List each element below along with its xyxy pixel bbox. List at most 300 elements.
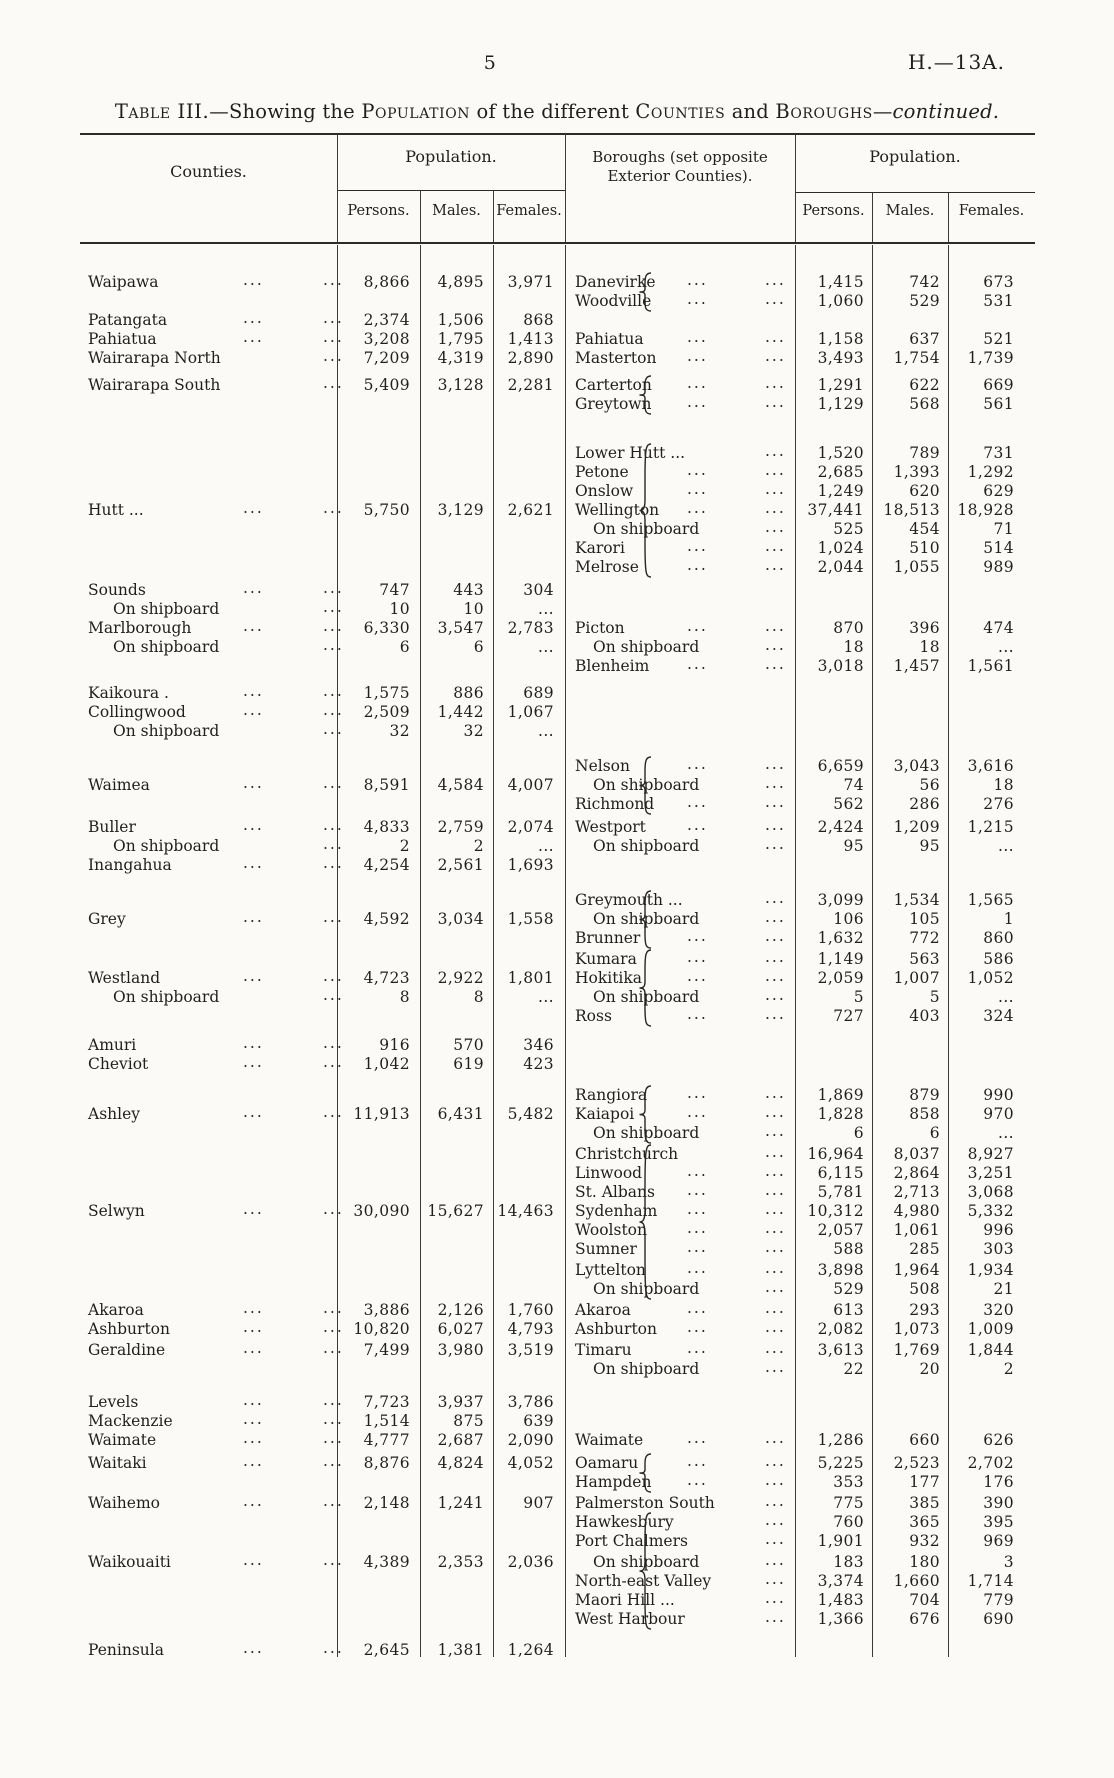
borough-name: Richmond (575, 795, 655, 813)
table-row (82, 1494, 1037, 1513)
leader-dots: ... (687, 1103, 708, 1121)
leader-dots: ... (323, 374, 344, 392)
borough-name: On shipboard (593, 910, 700, 928)
borough-name: Palmerston South (575, 1494, 715, 1512)
table-row (82, 292, 1037, 311)
borough-males: 508 (909, 1280, 940, 1298)
borough-males: 1,457 (893, 657, 940, 675)
county-name: Hutt ... (88, 501, 144, 519)
leader-dots: ... (243, 271, 264, 289)
county-persons: 2 (399, 837, 410, 855)
borough-males: 510 (909, 539, 940, 557)
borough-females: 731 (983, 444, 1014, 462)
leader-dots: ... (765, 908, 786, 926)
borough-females: 1,009 (967, 1320, 1014, 1338)
leader-dots: ... (323, 1200, 344, 1218)
leader-dots: ... (323, 854, 344, 872)
borough-females: 2,702 (967, 1454, 1014, 1472)
county-males: 2,126 (437, 1301, 484, 1319)
table-row (82, 619, 1037, 638)
county-persons: 30,090 (353, 1202, 410, 1220)
borough-females: 395 (983, 1513, 1014, 1531)
leader-dots: ... (765, 636, 786, 654)
borough-males: 285 (909, 1240, 940, 1258)
leader-dots: ... (687, 1005, 708, 1023)
county-persons: 2,645 (363, 1641, 410, 1659)
leader-dots: ... (765, 986, 786, 1004)
county-females: 3,786 (507, 1393, 554, 1411)
table-row (82, 273, 1037, 292)
county-females: 639 (523, 1412, 554, 1430)
county-females: 1,264 (507, 1641, 554, 1659)
county-persons: 747 (379, 581, 410, 599)
county-name: On shipboard (113, 988, 220, 1006)
leader-dots: ... (765, 1005, 786, 1023)
county-name: Akaroa (88, 1301, 144, 1319)
county-persons: 4,777 (363, 1431, 410, 1449)
borough-persons: 3,099 (817, 891, 864, 909)
leader-dots: ... (323, 579, 344, 597)
borough-females: 629 (983, 482, 1014, 500)
leader-dots: ... (765, 461, 786, 479)
table-row (82, 501, 1037, 520)
borough-males: 2,864 (893, 1164, 940, 1182)
borough-persons: 6 (853, 1124, 864, 1142)
county-females: ... (538, 600, 554, 618)
table-row (82, 988, 1037, 1007)
county-persons: 3,208 (363, 330, 410, 348)
borough-name: Wellington (575, 501, 660, 519)
county-persons: 4,254 (363, 856, 410, 874)
leader-dots: ... (323, 271, 344, 289)
table-row (82, 1532, 1037, 1551)
leader-dots: ... (765, 1358, 786, 1376)
borough-persons: 353 (833, 1473, 864, 1491)
borough-persons: 2,082 (817, 1320, 864, 1338)
borough-persons: 18 (843, 638, 864, 656)
group-brace (638, 756, 654, 815)
borough-males: 1,061 (893, 1221, 940, 1239)
borough-males: 676 (909, 1610, 940, 1628)
leader-dots: ... (765, 1471, 786, 1489)
borough-persons: 1,060 (817, 292, 864, 310)
column-header-population-right: Population. (869, 147, 961, 166)
borough-males: 1,007 (893, 969, 940, 987)
leader-dots: ... (687, 1238, 708, 1256)
borough-males: 56 (919, 776, 940, 794)
table-row (82, 330, 1037, 349)
borough-males: 1,534 (893, 891, 940, 909)
leader-dots: ... (323, 1639, 344, 1657)
leader-dots: ... (687, 1181, 708, 1199)
county-males: 3,937 (437, 1393, 484, 1411)
county-name: Waitaki (88, 1454, 147, 1472)
borough-males: 1,073 (893, 1320, 940, 1338)
leader-dots: ... (243, 1639, 264, 1657)
county-name: Ashley (88, 1105, 141, 1123)
borough-name: Petone (575, 463, 629, 481)
county-males: 32 (463, 722, 484, 740)
leader-dots: ... (765, 889, 786, 907)
column-header-males-right: Males. (885, 203, 935, 219)
borough-females: 3 (1003, 1553, 1014, 1571)
borough-females: 969 (983, 1532, 1014, 1550)
table-row (82, 1221, 1037, 1240)
table-row (82, 1641, 1037, 1660)
borough-males: 1,660 (893, 1572, 940, 1590)
county-name: Buller (88, 818, 136, 836)
leader-dots: ... (323, 1452, 344, 1470)
leader-dots: ... (323, 1429, 344, 1447)
table-row (82, 1105, 1037, 1124)
table-row (82, 776, 1037, 795)
county-name: Geraldine (88, 1341, 166, 1359)
borough-persons: 3,493 (817, 349, 864, 367)
borough-persons: 529 (833, 1280, 864, 1298)
borough-name: Ashburton (575, 1320, 657, 1338)
table-row (82, 395, 1037, 414)
borough-persons: 95 (843, 837, 864, 855)
borough-name: Woolston (575, 1221, 647, 1239)
county-persons: 5,750 (363, 501, 410, 519)
borough-persons: 760 (833, 1513, 864, 1531)
leader-dots: ... (765, 793, 786, 811)
table-row (82, 757, 1037, 776)
leader-dots: ... (765, 1318, 786, 1336)
leader-dots: ... (687, 1429, 708, 1447)
leader-dots: ... (243, 701, 264, 719)
county-persons: 2,509 (363, 703, 410, 721)
borough-persons: 2,424 (817, 818, 864, 836)
leader-dots: ... (687, 393, 708, 411)
table-row (82, 520, 1037, 539)
leader-dots: ... (687, 617, 708, 635)
county-males: 2,561 (437, 856, 484, 874)
borough-females: 5,332 (967, 1202, 1014, 1220)
leader-dots: ... (687, 927, 708, 945)
county-males: 1,442 (437, 703, 484, 721)
borough-females: 779 (983, 1591, 1014, 1609)
borough-males: 454 (909, 520, 940, 538)
county-females: 1,760 (507, 1301, 554, 1319)
leader-dots: ... (765, 480, 786, 498)
borough-persons: 106 (833, 910, 864, 928)
borough-males: 1,209 (893, 818, 940, 836)
borough-males: 6 (929, 1124, 940, 1142)
leader-dots: ... (765, 1181, 786, 1199)
borough-females: 561 (983, 395, 1014, 413)
table-row (82, 1280, 1037, 1299)
leader-dots: ... (323, 720, 344, 738)
leader-dots: ... (323, 908, 344, 926)
table-row (82, 891, 1037, 910)
county-name: Wairarapa South (88, 376, 221, 394)
leader-dots: ... (323, 1339, 344, 1357)
county-females: 1,413 (507, 330, 554, 348)
table-row (82, 1036, 1037, 1055)
borough-persons: 1,291 (817, 376, 864, 394)
leader-dots: ... (687, 1084, 708, 1102)
borough-name: Ross (575, 1007, 612, 1025)
county-males: 6,027 (437, 1320, 484, 1338)
borough-persons: 775 (833, 1494, 864, 1512)
leader-dots: ... (765, 393, 786, 411)
leader-dots: ... (323, 701, 344, 719)
leader-dots: ... (687, 328, 708, 346)
table-row (82, 837, 1037, 856)
leader-dots: ... (243, 1410, 264, 1428)
leader-dots: ... (687, 347, 708, 365)
leader-dots: ... (243, 1492, 264, 1510)
leader-dots: ... (323, 986, 344, 1004)
borough-males: 20 (919, 1360, 940, 1378)
table-row (82, 684, 1037, 703)
leader-dots: ... (323, 835, 344, 853)
borough-males: 563 (909, 950, 940, 968)
borough-name: Linwood (575, 1164, 643, 1182)
leader-dots: ... (765, 967, 786, 985)
borough-persons: 5,225 (817, 1454, 864, 1472)
leader-dots: ... (323, 774, 344, 792)
borough-persons: 2,685 (817, 463, 864, 481)
borough-females: 1,292 (967, 463, 1014, 481)
borough-females: 3,068 (967, 1183, 1014, 1201)
county-females: 868 (523, 311, 554, 329)
population-right-underline (795, 192, 1035, 193)
leader-dots: ... (323, 1410, 344, 1428)
borough-females: 1 (1003, 910, 1014, 928)
table-row (82, 1553, 1037, 1572)
county-persons: 1,575 (363, 684, 410, 702)
borough-males: 4,980 (893, 1202, 940, 1220)
county-persons: 2,148 (363, 1494, 410, 1512)
county-name: Amuri (88, 1036, 137, 1054)
leader-dots: ... (243, 1551, 264, 1569)
leader-dots: ... (323, 617, 344, 635)
table-row (82, 444, 1037, 463)
leader-dots: ... (765, 1551, 786, 1569)
borough-name: On shipboard (593, 1360, 700, 1378)
leader-dots: ... (687, 1299, 708, 1317)
table-row (82, 1202, 1037, 1221)
borough-persons: 3,898 (817, 1261, 864, 1279)
county-name: Collingwood (88, 703, 186, 721)
leader-dots: ... (323, 1299, 344, 1317)
borough-females: 303 (983, 1240, 1014, 1258)
borough-persons: 183 (833, 1553, 864, 1571)
county-males: 570 (453, 1036, 484, 1054)
leader-dots: ... (323, 816, 344, 834)
table-row (82, 722, 1037, 741)
leader-dots: ... (323, 1391, 344, 1409)
leader-dots: ... (687, 755, 708, 773)
county-name: Levels (88, 1393, 139, 1411)
borough-females: 71 (993, 520, 1014, 538)
leader-dots: ... (243, 967, 264, 985)
county-males: 2 (473, 837, 484, 855)
borough-males: 742 (909, 273, 940, 291)
table-row (82, 463, 1037, 482)
borough-females: 690 (983, 1610, 1014, 1628)
borough-females: 514 (983, 539, 1014, 557)
county-males: 1,381 (437, 1641, 484, 1659)
county-name: On shipboard (113, 638, 220, 656)
borough-females: 324 (983, 1007, 1014, 1025)
county-name: Waimea (88, 776, 150, 794)
borough-name: On shipboard (593, 776, 700, 794)
county-name: Sounds (88, 581, 146, 599)
leader-dots: ... (765, 374, 786, 392)
county-persons: 4,389 (363, 1553, 410, 1571)
county-persons: 32 (389, 722, 410, 740)
borough-females: 1,052 (967, 969, 1014, 987)
borough-name: North-east Valley (575, 1572, 712, 1590)
leader-dots: ... (687, 1259, 708, 1277)
county-name: Marlborough (88, 619, 192, 637)
county-males: 619 (453, 1055, 484, 1073)
county-females: 2,783 (507, 619, 554, 637)
borough-males: 385 (909, 1494, 940, 1512)
table-row (82, 1412, 1037, 1431)
borough-males: 1,754 (893, 349, 940, 367)
column-header-persons-left: Persons. (347, 203, 410, 219)
borough-name: Maori Hill ... (575, 1591, 675, 1609)
borough-name: Carterton (575, 376, 652, 394)
county-name: Waimate (88, 1431, 157, 1449)
leader-dots: ... (243, 1452, 264, 1470)
leader-dots: ... (765, 774, 786, 792)
table-body (82, 245, 1037, 1657)
borough-persons: 3,374 (817, 1572, 864, 1590)
leader-dots: ... (323, 1551, 344, 1569)
borough-name: Oamaru (575, 1454, 639, 1472)
leader-dots: ... (243, 1391, 264, 1409)
borough-females: 970 (983, 1105, 1014, 1123)
borough-name: Blenheim (575, 657, 650, 675)
county-females: 14,463 (497, 1202, 554, 1220)
county-persons: 8,866 (363, 273, 410, 291)
group-brace (638, 949, 654, 1027)
borough-name: On shipboard (593, 1553, 700, 1571)
county-females: ... (538, 638, 554, 656)
county-persons: 916 (379, 1036, 410, 1054)
table-row (82, 1240, 1037, 1259)
leader-dots: ... (765, 328, 786, 346)
borough-females: 860 (983, 929, 1014, 947)
county-females: 907 (523, 1494, 554, 1512)
borough-persons: 22 (843, 1360, 864, 1378)
leader-dots: ... (765, 948, 786, 966)
county-males: 4,319 (437, 349, 484, 367)
county-name: Waipawa (88, 273, 159, 291)
table-row (82, 929, 1037, 948)
document-reference: H.—13A. (907, 50, 1005, 74)
borough-name: Port Chalmers (575, 1532, 688, 1550)
borough-females: 1,844 (967, 1341, 1014, 1359)
table-row (82, 638, 1037, 657)
table-row (82, 1393, 1037, 1412)
table-row (82, 1473, 1037, 1492)
county-females: 4,052 (507, 1454, 554, 1472)
leader-dots: ... (765, 1122, 786, 1140)
leader-dots: ... (687, 1318, 708, 1336)
county-name: Inangahua (88, 856, 172, 874)
leader-dots: ... (765, 1143, 786, 1161)
table-row (82, 1572, 1037, 1591)
county-persons: 4,833 (363, 818, 410, 836)
table-row (82, 856, 1037, 875)
borough-name: Woodville (575, 292, 652, 310)
table-row (82, 1261, 1037, 1280)
county-females: ... (538, 988, 554, 1006)
table-row (82, 1360, 1037, 1379)
borough-males: 529 (909, 292, 940, 310)
borough-name: Sumner (575, 1240, 637, 1258)
leader-dots: ... (243, 1103, 264, 1121)
county-females: 3,519 (507, 1341, 554, 1359)
borough-males: 8,037 (893, 1145, 940, 1163)
leader-dots: ... (687, 793, 708, 811)
borough-males: 660 (909, 1431, 940, 1449)
borough-persons: 2,044 (817, 558, 864, 576)
leader-dots: ... (765, 1219, 786, 1237)
leader-dots: ... (687, 948, 708, 966)
borough-males: 403 (909, 1007, 940, 1025)
column-header-persons-right: Persons. (802, 203, 865, 219)
county-females: 3,971 (507, 273, 554, 291)
borough-persons: 1,901 (817, 1532, 864, 1550)
table-row (82, 1320, 1037, 1339)
county-males: 4,584 (437, 776, 484, 794)
leader-dots: ... (687, 374, 708, 392)
borough-females: 989 (983, 558, 1014, 576)
table-row (82, 1183, 1037, 1202)
borough-females: 669 (983, 376, 1014, 394)
county-persons: 1,042 (363, 1055, 410, 1073)
county-males: 3,128 (437, 376, 484, 394)
county-males: 15,627 (427, 1202, 484, 1220)
county-persons: 7,499 (363, 1341, 410, 1359)
borough-females: 2 (1003, 1360, 1014, 1378)
borough-name: Lower Hutt ... (575, 444, 686, 462)
county-name: Waikouaiti (88, 1553, 171, 1571)
county-persons: 1,514 (363, 1412, 410, 1430)
leader-dots: ... (243, 774, 264, 792)
county-persons: 4,723 (363, 969, 410, 987)
borough-males: 180 (909, 1553, 940, 1571)
borough-name: Karori (575, 539, 625, 557)
table-row (82, 818, 1037, 837)
county-persons: 10,820 (353, 1320, 410, 1338)
leader-dots: ... (243, 499, 264, 517)
leader-dots: ... (243, 1299, 264, 1317)
county-persons: 8 (399, 988, 410, 1006)
leader-dots: ... (323, 1103, 344, 1121)
county-name: Selwyn (88, 1202, 145, 1220)
county-name: Wairarapa North (88, 349, 221, 367)
borough-females: 3,251 (967, 1164, 1014, 1182)
borough-females: 18 (993, 776, 1014, 794)
borough-males: 177 (909, 1473, 940, 1491)
table-row (82, 349, 1037, 368)
borough-males: 293 (909, 1301, 940, 1319)
table-row (82, 376, 1037, 395)
county-persons: 2,374 (363, 311, 410, 329)
county-name: Patangata (88, 311, 168, 329)
borough-females: 176 (983, 1473, 1014, 1491)
borough-name: Hampden (575, 1473, 652, 1491)
borough-males: 365 (909, 1513, 940, 1531)
